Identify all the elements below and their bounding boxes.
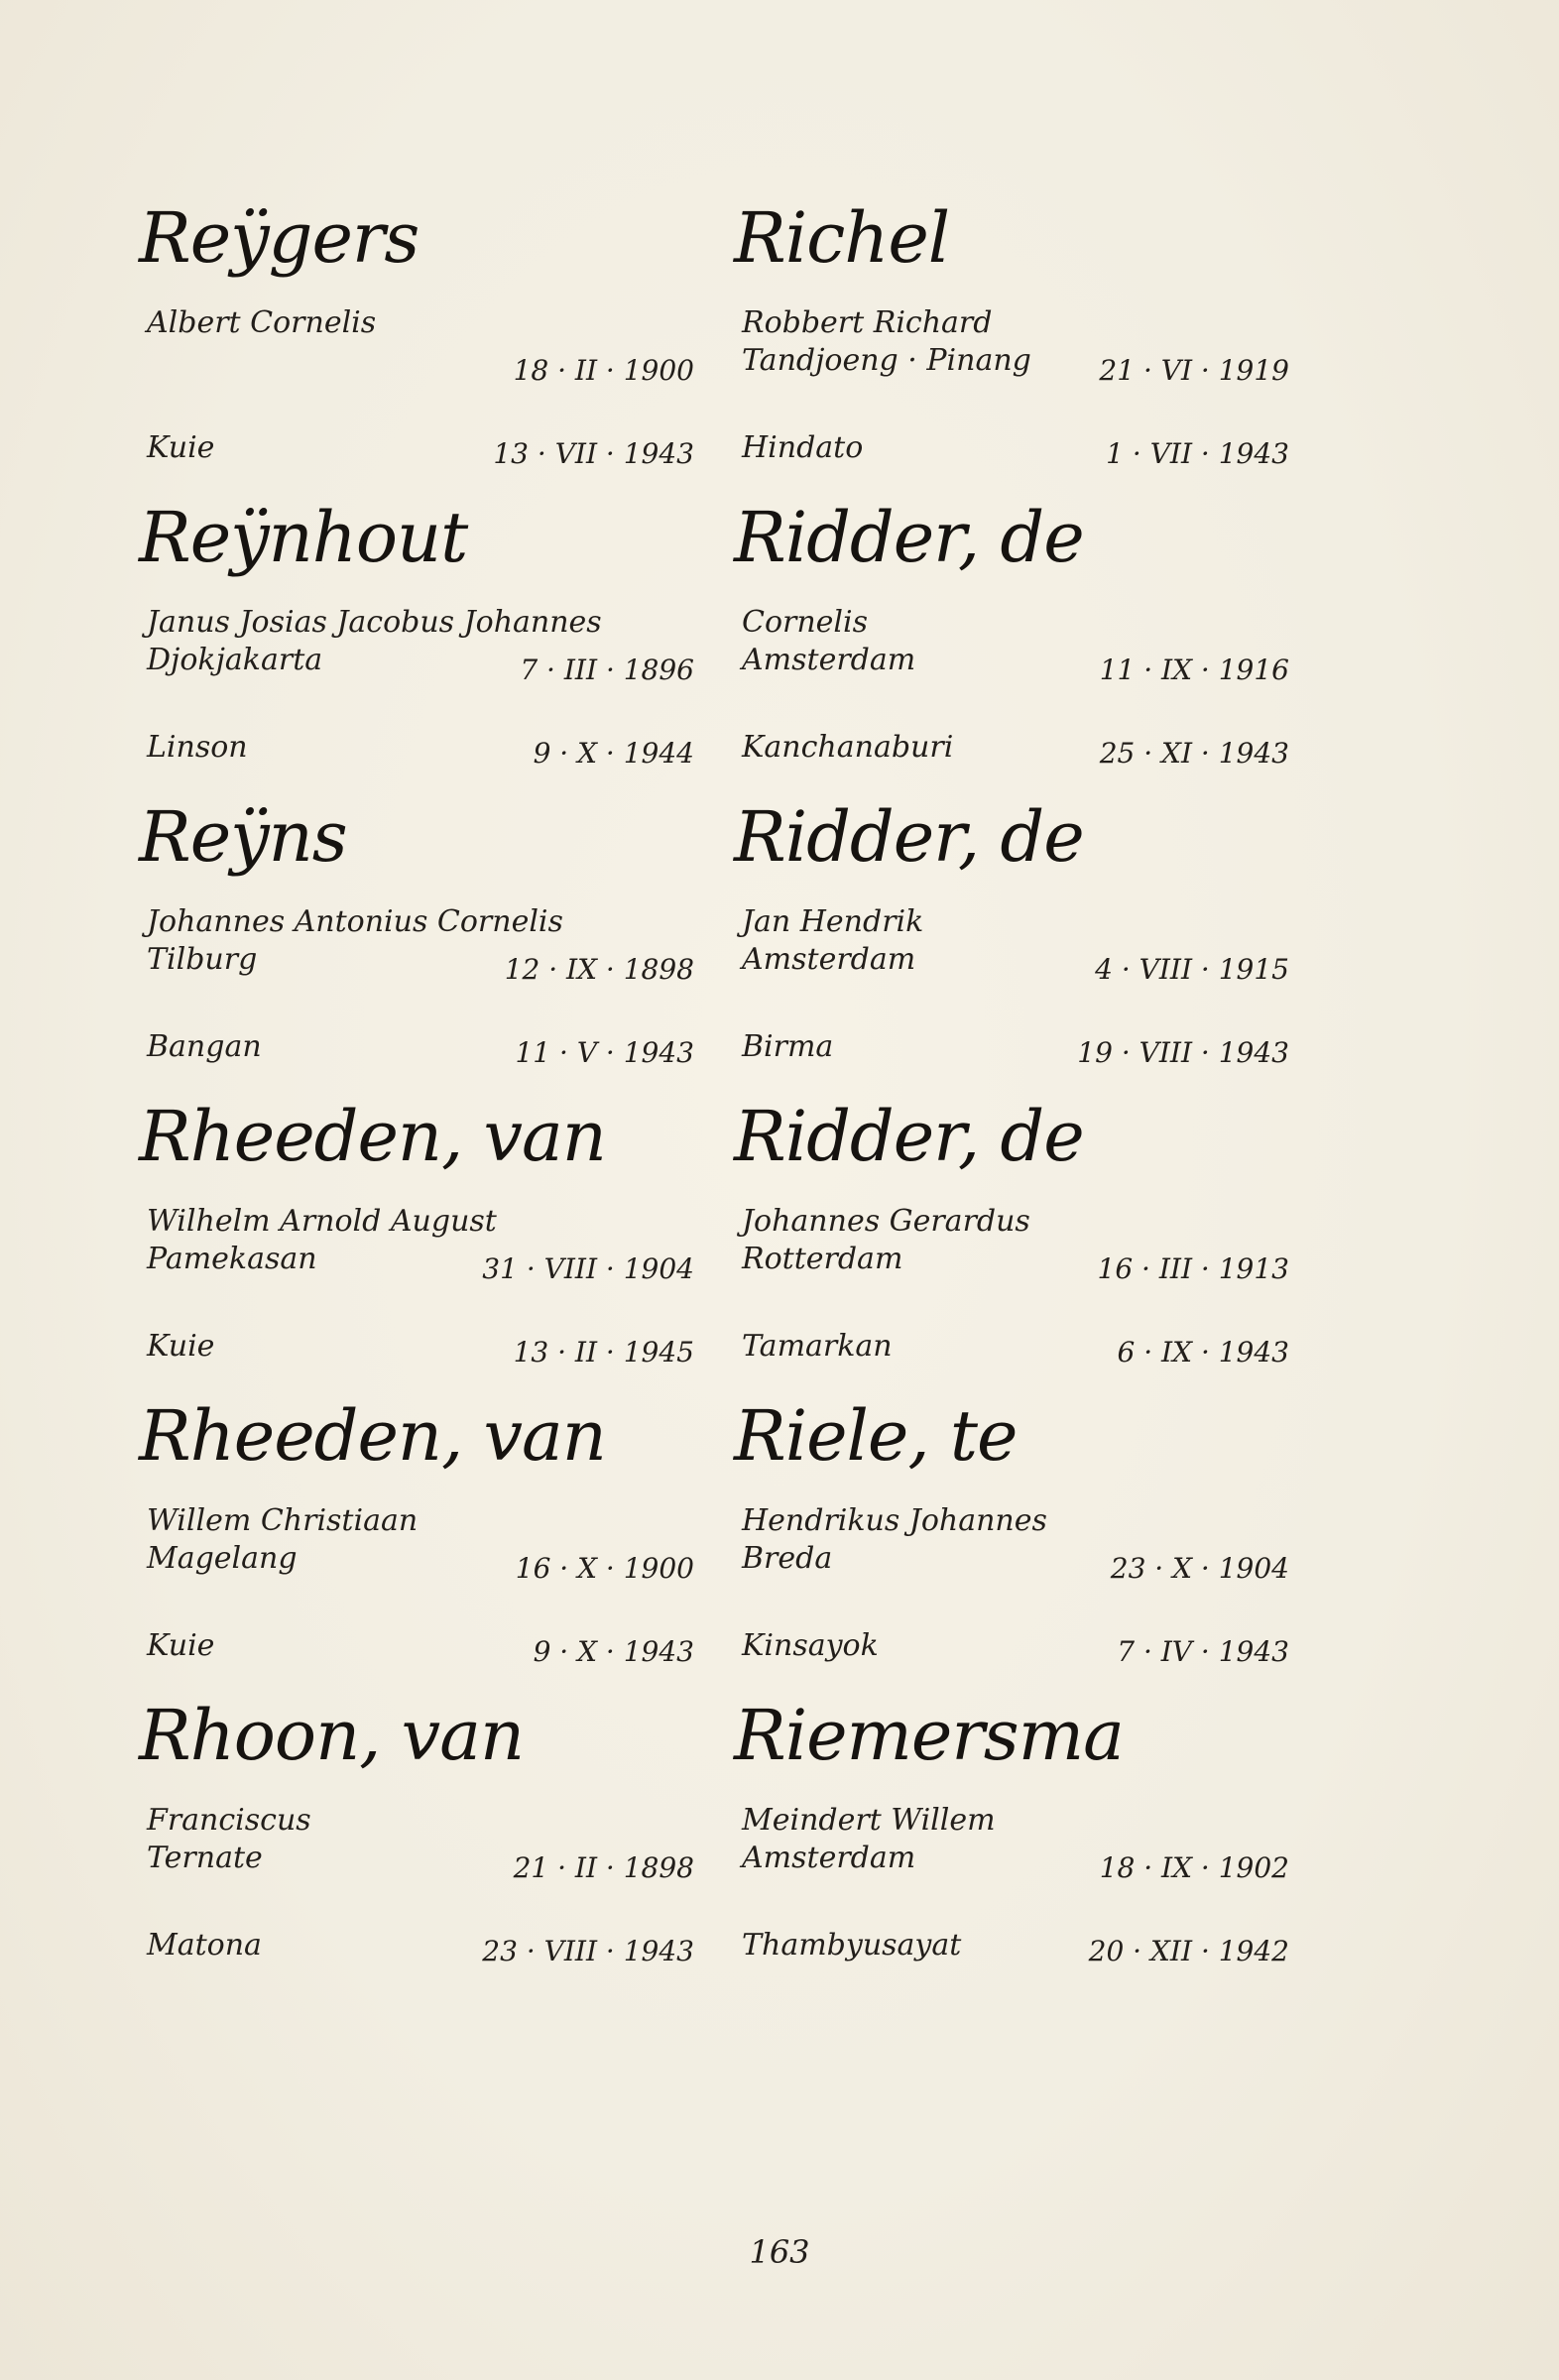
death-date: 6 · IX · 1943 (1117, 1336, 1289, 1368)
death-date: 20 · XII · 1942 (1088, 1935, 1289, 1967)
death-date: 9 · X · 1944 (533, 737, 694, 770)
surname: Rheeden, van (139, 1096, 606, 1177)
birth-date: 21 · II · 1898 (513, 1851, 694, 1884)
birthplace: Rotterdam (742, 1242, 903, 1276)
surname: Reÿns (139, 796, 347, 878)
birth-date: 7 · III · 1896 (520, 654, 694, 686)
given-names: Willem Christiaan (147, 1503, 419, 1538)
death-place: Kinsayok (742, 1628, 879, 1663)
death-date: 11 · V · 1943 (515, 1036, 694, 1069)
birthplace: Amsterdam (742, 643, 916, 677)
left-column (139, 193, 694, 1990)
death-place: Tamarkan (742, 1329, 893, 1364)
death-date: 23 · VIII · 1943 (482, 1935, 694, 1967)
birth-date: 11 · IX · 1916 (1099, 654, 1289, 686)
death-date: 25 · XI · 1943 (1099, 737, 1289, 770)
given-names: Cornelis (742, 605, 869, 640)
surname: Ridder, de (734, 1096, 1084, 1177)
given-names: Wilhelm Arnold August (147, 1204, 497, 1239)
given-names: Janus Josias Jacobus Johannes (147, 605, 602, 640)
entry (734, 1691, 1289, 1990)
birth-date: 18 · IX · 1902 (1099, 1851, 1289, 1884)
given-names: Hendrikus Johannes (742, 1503, 1047, 1538)
given-names: Robbert Richard (742, 305, 993, 340)
entry (734, 493, 1289, 792)
given-names: Johannes Gerardus (742, 1204, 1030, 1239)
death-place: Kuie (147, 1329, 215, 1364)
birthplace: Tilburg (147, 942, 258, 977)
birthplace: Pamekasan (147, 1242, 317, 1276)
birthplace: Amsterdam (742, 942, 916, 977)
surname: Riele, te (734, 1395, 1018, 1477)
birthplace: Magelang (147, 1541, 298, 1576)
entry (734, 1092, 1289, 1391)
surname: Reÿnhout (139, 497, 468, 578)
page-number: 163 (749, 2233, 810, 2271)
death-place: Kuie (147, 430, 215, 465)
death-date: 13 · VII · 1943 (493, 437, 694, 470)
birthplace: Ternate (147, 1841, 263, 1875)
given-names: Jan Hendrik (742, 904, 924, 939)
death-place: Bangan (147, 1029, 262, 1064)
birthplace: Breda (742, 1541, 833, 1576)
death-place: Birma (742, 1029, 834, 1064)
birth-date: 31 · VIII · 1904 (482, 1252, 694, 1285)
surname: Ridder, de (734, 497, 1084, 578)
entry (139, 1391, 694, 1691)
entry (139, 792, 694, 1092)
surname: Reÿgers (139, 197, 420, 279)
birth-date: 18 · II · 1900 (513, 354, 694, 387)
entry (734, 1391, 1289, 1691)
birth-date: 4 · VIII · 1915 (1095, 953, 1289, 986)
given-names: Meindert Willem (742, 1803, 996, 1838)
entry (734, 792, 1289, 1092)
birth-date: 16 · III · 1913 (1097, 1252, 1289, 1285)
birth-date: 23 · X · 1904 (1110, 1552, 1289, 1585)
entry (139, 1092, 694, 1391)
death-date: 1 · VII · 1943 (1106, 437, 1289, 470)
given-names: Franciscus (147, 1803, 311, 1838)
surname: Riemersma (734, 1695, 1124, 1776)
surname: Richel (734, 197, 950, 279)
death-place: Linson (147, 730, 248, 765)
birth-date: 12 · IX · 1898 (504, 953, 694, 986)
birth-date: 16 · X · 1900 (515, 1552, 694, 1585)
entry (139, 193, 694, 493)
death-date: 9 · X · 1943 (533, 1635, 694, 1668)
death-place: Thambyusayat (742, 1928, 962, 1963)
death-place: Matona (147, 1928, 262, 1963)
birth-date: 21 · VI · 1919 (1099, 354, 1289, 387)
surname: Rheeden, van (139, 1395, 606, 1477)
surname: Ridder, de (734, 796, 1084, 878)
death-place: Kanchanaburi (742, 730, 954, 765)
death-date: 7 · IV · 1943 (1117, 1635, 1289, 1668)
right-column (734, 193, 1289, 1990)
death-date: 19 · VIII · 1943 (1077, 1036, 1289, 1069)
given-names: Albert Cornelis (147, 305, 377, 340)
entry (734, 193, 1289, 493)
death-place: Kuie (147, 1628, 215, 1663)
entry (139, 1691, 694, 1990)
death-date: 13 · II · 1945 (513, 1336, 694, 1368)
death-place: Hindato (742, 430, 864, 465)
birthplace: Djokjakarta (147, 643, 323, 677)
surname: Rhoon, van (139, 1695, 525, 1776)
given-names: Johannes Antonius Cornelis (147, 904, 563, 939)
entry (139, 493, 694, 792)
birthplace: Tandjoeng · Pinang (742, 343, 1031, 378)
birthplace: Amsterdam (742, 1841, 916, 1875)
